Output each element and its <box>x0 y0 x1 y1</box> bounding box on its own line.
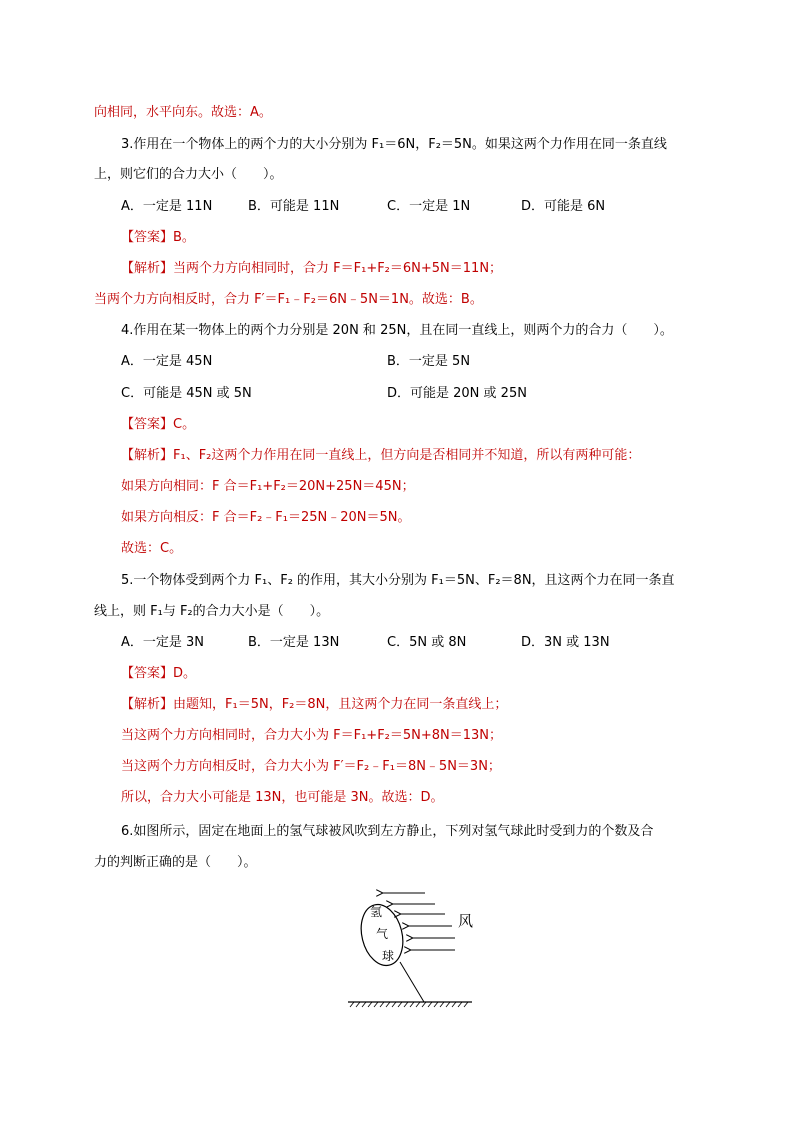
explanation-line: 故选：C。 <box>121 541 183 556</box>
option-b: B．可能是 11N <box>248 199 340 214</box>
answer-value: D。 <box>173 666 197 681</box>
explanation-line: 所以，合力大小可能是 13N，也可能是 3N。故选：D。 <box>121 790 444 805</box>
balloon-figure <box>340 880 480 1010</box>
explanation-line <box>121 696 507 714</box>
explanation-line: 当两个力方向相反时，合力 F′＝F₁﹣F₂＝6N﹣5N＝1N。故选：B。 <box>94 292 483 307</box>
answer-tag: 【答案】 <box>121 230 174 245</box>
explanation-tag: 【解析】 <box>121 697 174 712</box>
explanation-text: F₁、F₂这两个力作用在同一直线上，但方向是否相同并不知道，所以有两种可能： <box>173 448 641 463</box>
text-line: 向相同，水平向东。故选：A。 <box>94 105 272 120</box>
answer-tag: 【答案】 <box>121 666 174 681</box>
answer-line <box>121 416 195 434</box>
option-a: A．一定是 3N <box>121 635 205 650</box>
explanation-line <box>121 447 640 465</box>
rope-line <box>400 962 424 1002</box>
explanation-line <box>121 260 502 278</box>
answer-tag: 【答案】 <box>121 417 174 432</box>
question-6-stem: 6.如图所示，固定在地面上的氢气球被风吹到左方静止，下列对氢气球此时受到力的个数及合 <box>121 824 654 839</box>
explanation-tag: 【解析】 <box>121 261 174 276</box>
answer-value: C。 <box>173 417 196 432</box>
explanation-text: 当两个力方向相同时，合力 F＝F₁+F₂＝6N+5N＝11N； <box>173 261 503 276</box>
answer-line <box>121 665 196 683</box>
explanation-line: 如果方向相同：F 合＝F₁+F₂＝20N+25N＝45N； <box>121 479 415 494</box>
option-a: A．一定是 11N <box>121 199 213 214</box>
question-3-stem: 3.作用在一个物体上的两个力的大小分别为 F₁＝6N，F₂＝5N。如果这两个力作用在同一条直线 <box>121 137 667 152</box>
option-b: B．一定是 13N <box>248 635 340 650</box>
question-3-stem-cont: 上，则它们的合力大小（ ）。 <box>94 167 283 182</box>
option-c: C．5N 或 8N <box>387 635 467 650</box>
option-d: D．3N 或 13N <box>521 635 610 650</box>
question-4-stem: 4.作用在某一物体上的两个力分别是 20N 和 25N，且在同一直线上，则两个力的合力（ ）。 <box>121 323 673 338</box>
explanation-line: 当这两个力方向相同时，合力大小为 F＝F₁+F₂＝5N+8N＝13N； <box>121 728 503 743</box>
explanation-line: 如果方向相反：F 合＝F₂﹣F₁＝25N﹣20N＝5N。 <box>121 510 411 525</box>
question-5-stem-cont: 线上，则 F₁与 F₂的合力大小是（ ）。 <box>94 604 330 619</box>
wind-label: 风 <box>458 912 474 930</box>
option-c: C．一定是 1N <box>387 199 471 214</box>
balloon-char: 氢 <box>370 905 383 919</box>
explanation-text: 由题知，F₁＝5N，F₂＝8N，且这两个力在同一条直线上； <box>173 697 508 712</box>
answer-value: B。 <box>173 230 195 245</box>
explanation-tag: 【解析】 <box>121 448 174 463</box>
balloon-diagram <box>340 880 480 1010</box>
question-6-stem-cont: 力的判断正确的是（ ）。 <box>94 855 257 870</box>
explanation-line: 当这两个力方向相反时，合力大小为 F′＝F₂﹣F₁＝8N﹣5N＝3N； <box>121 759 501 774</box>
balloon-char: 球 <box>382 949 395 963</box>
option-d: D．可能是 6N <box>521 199 606 214</box>
option-b: B．一定是 5N <box>387 354 471 369</box>
answer-line <box>121 229 195 247</box>
option-a: A．一定是 45N <box>121 354 213 369</box>
ground-hatching <box>350 1002 468 1007</box>
option-c: C．可能是 45N 或 5N <box>121 386 252 401</box>
balloon-char: 气 <box>376 927 389 941</box>
question-5-stem: 5.一个物体受到两个力 F₁、F₂ 的作用，其大小分别为 F₁＝5N、F₂＝8N，且这两个力在同一条直 <box>121 573 675 588</box>
option-d: D．可能是 20N 或 25N <box>387 386 527 401</box>
